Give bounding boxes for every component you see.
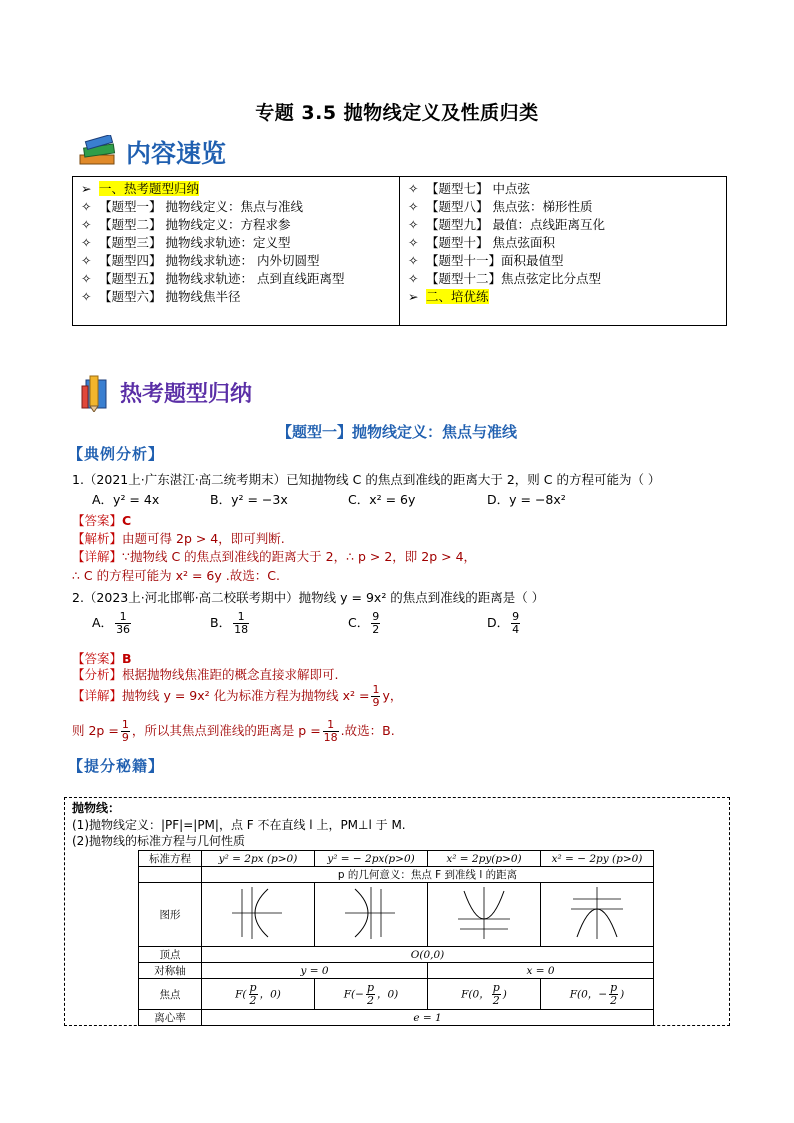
table-row — [139, 979, 654, 1010]
pencil-icon — [80, 372, 114, 412]
toc-item[interactable]: ✧ 【题型四】 抛物线求轨迹： 内外切圆型 — [81, 253, 320, 268]
toc-item[interactable]: ✧ 【题型十】 焦点弦面积 — [408, 235, 555, 250]
q2-option-b: B． $\frac{1}{18}$ — [210, 610, 249, 636]
graph-down-opening — [541, 883, 654, 947]
table-cell: y = 0 — [202, 963, 428, 979]
books-icon — [76, 135, 120, 169]
question-1-stem: 1.（2021上·广东湛江·高二统考期末）已知抛物线 C 的焦点到准线的距离大于 2，则 C 的方程可能为（ ） — [72, 472, 661, 487]
hot-topics-banner-text: 热考题型归纳 — [120, 381, 253, 407]
table-cell: x = 0 — [428, 963, 654, 979]
table-cell: y² = 2px (p>0) — [202, 851, 315, 867]
table-row-label: 焦点 — [139, 979, 202, 1010]
toc-item[interactable]: ➢ 一、热考题型归纳 — [81, 181, 200, 196]
q2-analysis: 【分析】根据抛物线焦准距的概念直接求解即可. — [72, 667, 339, 682]
q2-option-d: D． $\frac{9}{4}$ — [487, 610, 520, 636]
table-row — [139, 947, 654, 963]
table-row-label: 图形 — [139, 883, 202, 947]
question-2-stem: 2.（2023上·河北邯郸·高二校联考期中）抛物线 y = 9x² 的焦点到准线的距离是（ ） — [72, 590, 545, 605]
table-cell: x² = − 2py (p>0) — [541, 851, 654, 867]
focus-cell: F(0，− $\frac{p}{2}$ ) — [541, 979, 654, 1010]
q2-detail: 【详解】抛物线 y = 9x² 化为标准方程为抛物线 x² = $\frac{1}{9}$ y， — [72, 683, 403, 709]
parabola-table — [138, 850, 654, 1026]
q1-option-d: D．y = −8x² — [487, 492, 566, 507]
toc-item[interactable]: ✧ 【题型八】 焦点弦：梯形性质 — [408, 199, 593, 214]
hot-topics-banner — [80, 372, 252, 412]
toc-item[interactable]: ✧ 【题型一】 抛物线定义：焦点与准线 — [81, 199, 303, 214]
q2-option-c: C． $\frac{9}{2}$ — [348, 610, 380, 636]
toc-item[interactable]: ✧ 【题型九】 最值：点线距离互化 — [408, 217, 605, 232]
toc-item[interactable]: ✧ 【题型三】 抛物线求轨迹：定义型 — [81, 235, 291, 250]
tips-line-1: (1)抛物线定义：|PF|=|PM|，点 F 不在直线 l 上，PM⊥l 于 M. — [72, 818, 406, 832]
table-row-label: 离心率 — [139, 1010, 202, 1026]
graph-right-opening — [202, 883, 315, 947]
table-row-label: 对称轴 — [139, 963, 202, 979]
tips-heading: 【提分秘籍】 — [68, 757, 165, 775]
q1-detail: 【详解】∵抛物线 C 的焦点到准线的距离大于 2，∴ p > 2，即 2p > 4， — [72, 549, 477, 564]
table-cell: O(0,0) — [202, 947, 654, 963]
toc-item[interactable]: ✧ 【题型二】 抛物线定义：方程求参 — [81, 217, 291, 232]
overview-banner — [76, 134, 226, 170]
table-of-contents — [72, 176, 727, 326]
q1-answer: 【答案】C — [72, 513, 132, 528]
overview-banner-text: 内容速览 — [126, 139, 227, 168]
table-cell: y² = − 2px(p>0) — [315, 851, 428, 867]
table-row — [139, 883, 654, 947]
table-cell: e = 1 — [202, 1010, 654, 1026]
toc-item[interactable]: ✧ 【题型十二】焦点弦定比分点型 — [408, 271, 602, 286]
table-row — [139, 963, 654, 979]
tips-line-2: (2)抛物线的标准方程与几何性质 — [72, 834, 245, 848]
q1-detail-2: ∴ C 的方程可能为 x² = 6y .故选：C. — [72, 568, 280, 583]
table-row — [139, 867, 654, 883]
toc-item[interactable]: ✧ 【题型六】 抛物线焦半径 — [81, 289, 241, 304]
q1-option-b: B．y² = −3x — [210, 492, 288, 507]
toc-item[interactable]: ✧ 【题型五】 抛物线求轨迹： 点到直线距离型 — [81, 271, 345, 286]
q1-option-c: C．x² = 6y — [348, 492, 416, 507]
focus-cell: F( $\frac{p}{2}$ ，0) — [202, 979, 315, 1010]
table-row-label: 顶点 — [139, 947, 202, 963]
table-row — [139, 1010, 654, 1026]
tips-subheading: 抛物线： — [72, 801, 121, 815]
toc-right-column — [400, 177, 726, 325]
toc-item[interactable]: ✧ 【题型七】 中点弦 — [408, 181, 530, 196]
q1-analysis: 【解析】由题可得 2p > 4，即可判断. — [72, 531, 285, 546]
q2-option-a: A． $\frac{1}{36}$ — [92, 610, 131, 636]
table-row-label: 标准方程 — [139, 851, 202, 867]
q1-option-a: A．y² = 4x — [92, 492, 160, 507]
page-title: 专题 3.5 抛物线定义及性质归类 — [255, 102, 539, 124]
table-row — [139, 851, 654, 867]
q2-detail-2: 则 2p = $\frac{1}{9}$ ，所以其焦点到准线的距离是 p = $\frac{1}{18}$ .故选：B. — [72, 718, 395, 744]
toc-item[interactable]: ➢ 二、培优练 — [408, 289, 489, 304]
graph-up-opening — [428, 883, 541, 947]
example-heading: 【典例分析】 — [68, 445, 165, 463]
focus-cell: F(0， $\frac{p}{2}$ ) — [428, 979, 541, 1010]
toc-item[interactable]: ✧ 【题型十一】面积最值型 — [408, 253, 564, 268]
toc-left-column — [73, 177, 400, 325]
table-cell: p 的几何意义：焦点 F 到准线 l 的距离 — [202, 867, 654, 883]
table-cell: x² = 2py(p>0) — [428, 851, 541, 867]
focus-cell: F(− $\frac{p}{2}$ ，0) — [315, 979, 428, 1010]
q2-answer: 【答案】B — [72, 651, 132, 666]
graph-left-opening — [315, 883, 428, 947]
section-title: 【题型一】抛物线定义：焦点与准线 — [276, 423, 517, 441]
